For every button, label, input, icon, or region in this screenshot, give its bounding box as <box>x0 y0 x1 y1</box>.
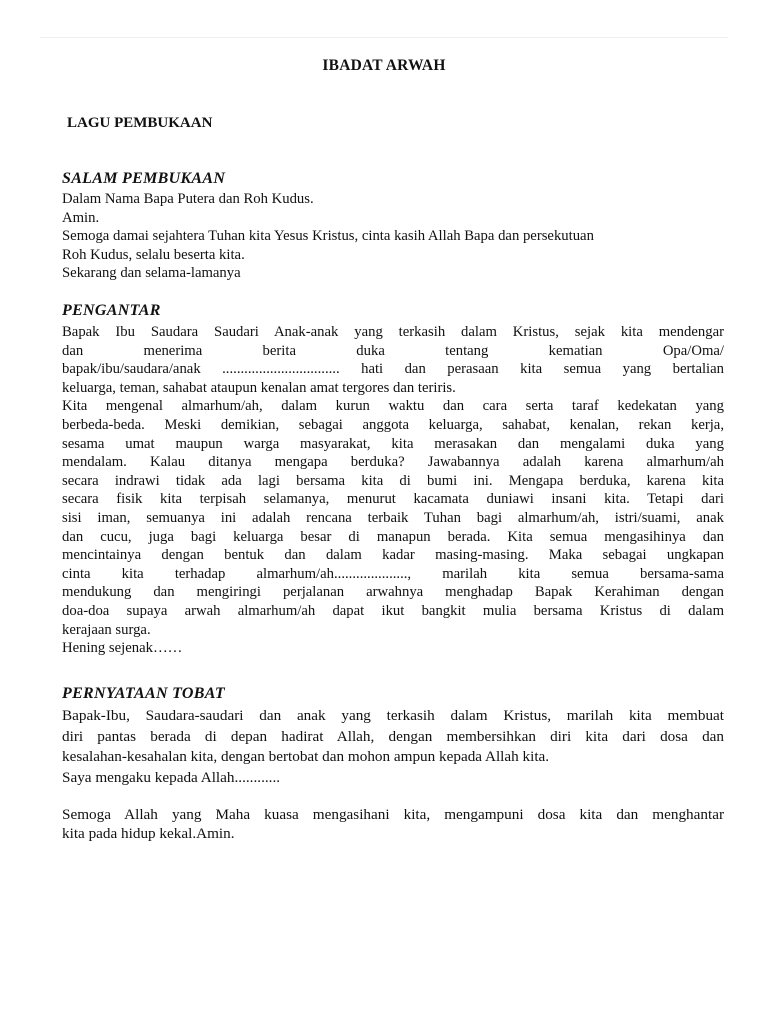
pernyataan-tobat-heading: PERNYATAAN TOBAT <box>62 685 225 702</box>
paragraph-line: Semoga damai sejahtera Tuhan kita Yesus Kristus, cinta kasih Allah Bapa dan persekutuan <box>62 228 594 245</box>
paragraph-line: Dalam Nama Bapa Putera dan Roh Kudus. <box>62 191 314 207</box>
paragraph-line: dan menerima berita duka tentang kematian Opa/Oma/ <box>62 342 724 359</box>
paragraph-line: secara indrawi tidak ada lagi bersama kita di bumi ini. Mengapa berduka, karena kita <box>62 472 724 489</box>
paragraph-line: Kita mengenal almarhum/ah, dalam kurun waktu dan cara serta taraf kedekatan yang <box>62 398 724 415</box>
paragraph-line: mendalam. Kalau ditanya mengapa berduka? Jawabannya adalah karena almarhum/ah <box>62 454 724 471</box>
paragraph-line: sisi iman, semuanya ini adalah rencana terbaik Tuhan bagi almarhum/ah, istri/suami, anak <box>62 509 724 526</box>
paragraph-line: doa-doa supaya arwah almarhum/ah dapat ikut bangkit mulia bersama Kristus di dalam <box>62 602 724 619</box>
pengantar-text <box>62 323 724 658</box>
document-title: IBADAT ARWAH <box>322 57 446 74</box>
salam-pembukaan-heading: SALAM PEMBUKAAN <box>62 170 226 187</box>
paragraph-line: kerajaan surga. <box>62 621 151 638</box>
paragraph-line: dan cucu, juga bagi keluarga besar di manapun berada. Kita semua mengasihinya dan <box>62 528 724 545</box>
paragraph-line: Roh Kudus, selalu beserta kita. <box>62 246 245 263</box>
paragraph-line: sesama umat maupun warga masyarakat, kita merasakan dan mengalami duka yang <box>62 435 724 452</box>
lagu-pembukaan-heading: LAGU PEMBUKAAN <box>67 115 213 131</box>
paragraph-line: mendukung dan mengiringi perjalanan arwahnya menghadap Bapak Kerahiman dengan <box>62 584 724 601</box>
paragraph-line: Bapak-Ibu, Saudara-saudari dan anak yang terkasih dalam Kristus, marilah kita membuat <box>62 707 724 724</box>
paragraph-line: Sekarang dan selama-lamanya <box>62 265 241 282</box>
pernyataan-tobat-text <box>62 706 724 788</box>
paragraph-line: Saya mengaku kepada Allah............ <box>62 768 281 786</box>
paragraph-line: Amin. <box>62 209 100 226</box>
paragraph-line: diri pantas berada di depan hadirat Allah, dengan membersihkan diri kita dari dosa dan <box>62 727 724 745</box>
page-top-edge <box>40 37 728 38</box>
paragraph-line: kita pada hidup kekal.Amin. <box>62 825 235 842</box>
paragraph-line: cinta kita terhadap almarhum/ah...................., marilah kita semua bersama-sama <box>62 565 724 582</box>
pengantar-heading: PENGANTAR <box>62 302 161 319</box>
paragraph-line: Hening sejenak…… <box>62 640 183 657</box>
doa-penutup-text <box>62 805 724 843</box>
paragraph-line: secara fisik kita terpisah selamanya, menurut kacamata duniawi insani kita. Tetapi dari <box>62 491 724 508</box>
salam-pembukaan-text <box>62 190 724 283</box>
paragraph-line: berbeda-beda. Meski demikian, sebagai anggota keluarga, sahabat, kenalan, rekan kerja, <box>62 416 724 433</box>
paragraph-line: Bapak Ibu Saudara Saudari Anak-anak yang terkasih dalam Kristus, sejak kita mendengar <box>62 324 724 340</box>
paragraph-line: bapak/ibu/saudara/anak ................................ hati dan perasaan kita semua yang bertalian <box>62 361 724 378</box>
paragraph-line: keluarga, teman, sahabat ataupun kenalan amat tergores dan teriris. <box>62 379 456 396</box>
paragraph-line: kesalahan-kesahalan kita, dengan bertobat dan mohon ampun kepada Allah kita. <box>62 748 550 766</box>
paragraph-line: Semoga Allah yang Maha kuasa mengasihani kita, mengampuni dosa kita dan menghantar <box>62 806 724 823</box>
paragraph-line: mencintainya dengan bentuk dan dalam kadar masing-masing. Maka sebagai ungkapan <box>62 547 724 564</box>
